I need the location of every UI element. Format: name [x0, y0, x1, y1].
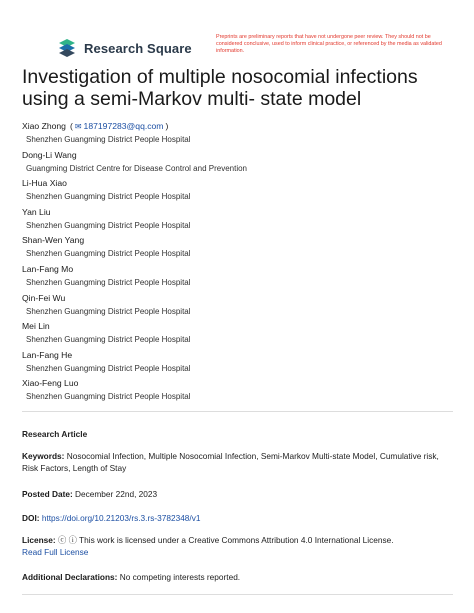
author-email[interactable]: 187197283@qq.com	[83, 121, 164, 131]
article-type: Research Article	[22, 429, 88, 439]
author-affiliation: Shenzhen Guangming District People Hospital	[26, 249, 191, 259]
author-name: Shan-Wen Yang	[22, 235, 85, 246]
declarations-value: No competing interests reported.	[119, 572, 241, 582]
license-text: This work is licensed under a Creative Commons Attribution 4.0 International License.	[79, 535, 394, 545]
license-label: License:	[22, 535, 56, 545]
paper-title: Investigation of multiple nosocomial infections using a semi-Markov multi- state model	[22, 66, 418, 110]
author-item	[22, 235, 462, 264]
email-paren-open: (	[69, 121, 73, 131]
author-name: Li-Hua Xiao	[22, 178, 67, 189]
keywords-value: Nosocomial Infection, Multiple Nosocomial Infection, Semi-Markov Multi-state Model, Cumulative risk, Risk Factors, Length of Stay	[22, 451, 439, 473]
author-affiliation: Shenzhen Guangming District People Hospital	[26, 277, 191, 287]
envelope-icon: ✉	[74, 122, 82, 131]
author-name: Lan-Fang He	[22, 349, 73, 360]
author-name: Mei Lin	[22, 321, 50, 332]
research-square-logo-icon	[57, 38, 77, 58]
author-item	[22, 121, 462, 150]
posted-date-value: December 22nd, 2023	[75, 489, 158, 499]
author-item	[22, 378, 462, 407]
keywords-label: Keywords:	[22, 451, 65, 461]
email-paren-close: )	[165, 121, 169, 131]
logo-text: Research Square	[84, 40, 192, 56]
author-item	[22, 150, 462, 179]
author-name: Yan Liu	[22, 206, 51, 217]
author-item	[22, 207, 462, 236]
license	[22, 535, 452, 558]
section-divider	[22, 411, 453, 412]
creative-commons-icon: ⓒ ⓘ	[57, 535, 77, 545]
author-affiliation: Shenzhen Guangming District People Hospital	[26, 192, 191, 202]
author-affiliation: Shenzhen Guangming District People Hospital	[26, 392, 191, 402]
author-name: Xiao-Feng Luo	[22, 378, 79, 389]
read-full-license-link[interactable]: Read Full License	[22, 546, 89, 557]
doi-label: DOI:	[22, 513, 40, 523]
author-affiliation: Shenzhen Guangming District People Hospital	[26, 335, 191, 345]
author-item	[22, 178, 462, 207]
author-name: Lan-Fang Mo	[22, 263, 74, 274]
author-affiliation: Shenzhen Guangming District People Hospital	[26, 363, 191, 373]
author-item	[22, 293, 462, 322]
doi	[22, 513, 452, 525]
author-affiliation: Guangming District Centre for Disease Control and Prevention	[26, 163, 247, 173]
author-affiliation: Shenzhen Guangming District People Hospital	[26, 306, 191, 316]
research-square-logo[interactable]	[57, 38, 192, 58]
additional-declarations	[22, 572, 452, 584]
preprint-disclaimer: Preprints are preliminary reports that have not undergone peer review. They should not be considered conclusive, used to inform clinical practice, or referenced by the media as validated information.	[216, 34, 442, 54]
author-list	[22, 121, 462, 407]
author-affiliation: Shenzhen Guangming District People Hospital	[26, 135, 191, 144]
author-email-link[interactable]	[75, 121, 164, 132]
header	[0, 0, 474, 64]
author-name: Dong-Li Wang	[22, 149, 77, 160]
author-affiliation: Shenzhen Guangming District People Hospital	[26, 220, 191, 230]
author-name: Xiao Zhong	[22, 121, 66, 131]
posted-date-label: Posted Date:	[22, 489, 73, 499]
author-item	[22, 321, 462, 350]
author-item	[22, 264, 462, 293]
keywords	[22, 451, 452, 474]
bottom-divider	[22, 594, 453, 595]
declarations-label: Additional Declarations:	[22, 572, 118, 582]
author-name: Qin-Fei Wu	[22, 292, 66, 303]
doi-link[interactable]: https://doi.org/10.21203/rs.3.rs-3782348/v1	[41, 513, 201, 523]
author-item	[22, 350, 462, 379]
posted-date	[22, 489, 452, 501]
